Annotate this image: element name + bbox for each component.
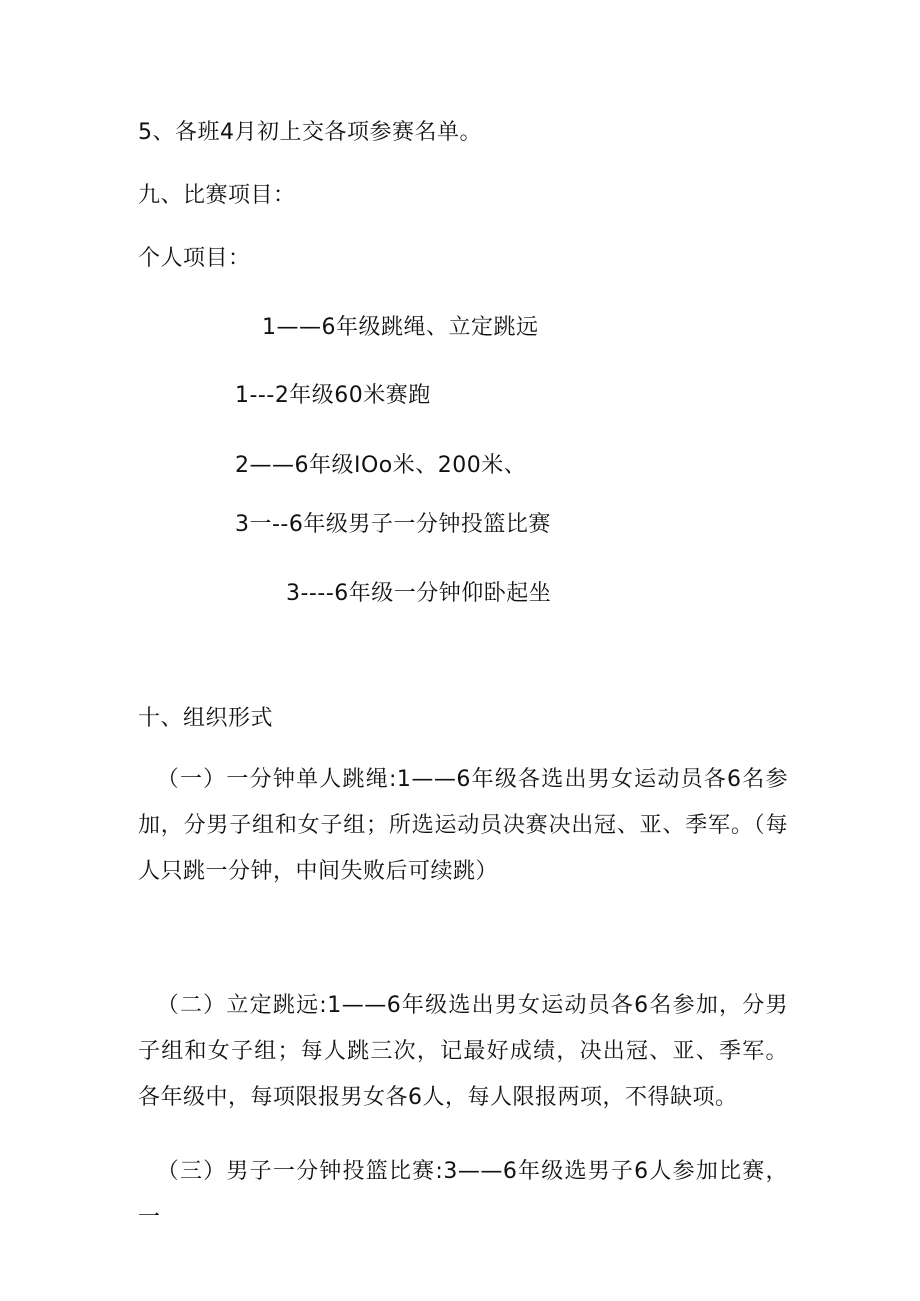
event-item: 2——6年级IOo米、200米、 [235, 453, 527, 478]
paragraph-standing-jump [138, 983, 788, 1121]
event-item: 3----6年级一分钟仰卧起坐 [286, 581, 552, 606]
event-item: 1---2年级60米赛跑 [235, 383, 431, 408]
event-item: 1——6年级跳绳、立定跳远 [262, 315, 539, 340]
paragraph-text: （二）立定跳远:1——6年级选出男女运动员各6名参加，分男子组和女子组；每人跳三次，记最好成绩，决出冠、亚、季军。各年级中，每项限报男女各6人，每人限报两项，不得缺项。 [138, 993, 788, 1110]
event-item: 3一--6年级男子一分钟投篮比赛 [235, 512, 551, 537]
section-10-heading: 十、组织形式 [138, 706, 274, 731]
section-9-heading: 九、比赛项目： [138, 183, 296, 208]
item-5-line: 5、各班4月初上交各项参赛名单。 [138, 120, 482, 145]
paragraph-rope-skipping [138, 757, 788, 895]
individual-events-heading: 个人项目： [138, 246, 251, 271]
paragraph-text: （一）一分钟单人跳绳:1——6年级各选出男女运动员各6名参加，分男子组和女子组；所选运动员决赛决出冠、亚、季军。（每人只跳一分钟，中间失败后可续跳） [138, 767, 788, 884]
paragraph-text: （三）男子一分钟投篮比赛:3——6年级选男子6人参加比赛，一 [138, 1159, 788, 1230]
paragraph-basketball-shooting [138, 1149, 788, 1241]
